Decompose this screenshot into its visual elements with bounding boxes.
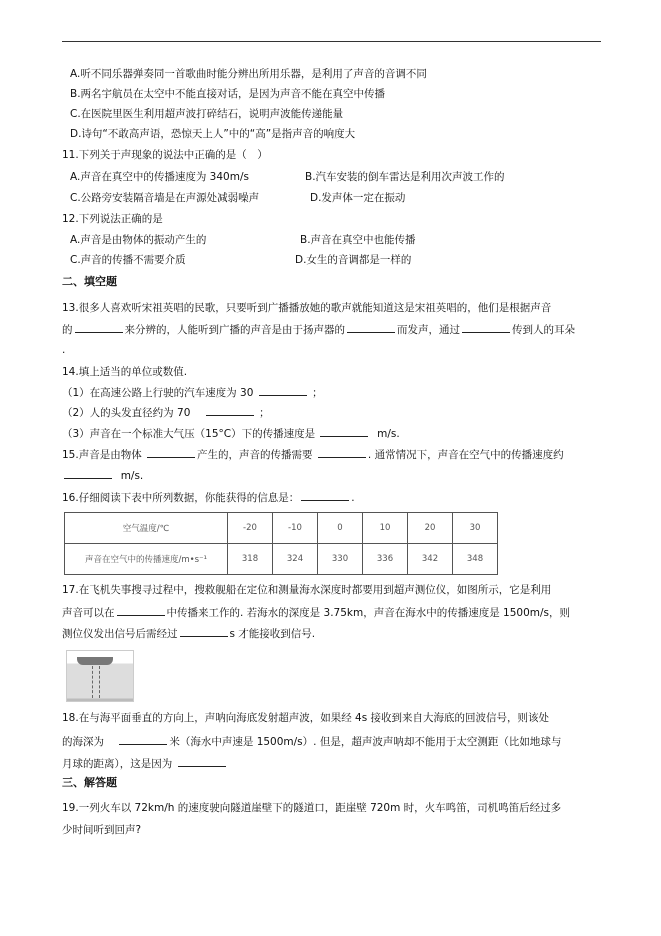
sound-speed-table — [64, 512, 498, 575]
q10-option-b: B.两名宇航员在太空中不能直接对话，是因为声音不能在真空中传播 — [70, 88, 386, 100]
table-cell: 336 — [363, 544, 408, 575]
text-span: 16.仔细阅读下表中所列数据，你能获得的信息是： — [62, 492, 300, 504]
sonar-beam-icon — [92, 666, 100, 698]
text-span: 的海深为 — [62, 736, 104, 748]
table-cell: 330 — [318, 544, 363, 575]
answer-blank[interactable] — [178, 756, 226, 767]
q17-line2 — [62, 605, 570, 620]
answer-blank[interactable] — [347, 322, 395, 333]
q12-stem: 12.下列说法正确的是 — [62, 213, 163, 225]
q14-stem: 14.填上适当的单位或数值. — [62, 366, 188, 378]
q18-line3 — [62, 756, 228, 771]
text-span: ； — [259, 407, 270, 419]
text-span: （2）人的头发直径约为 70 — [62, 407, 191, 419]
answer-blank[interactable] — [64, 468, 112, 479]
q11-option-c: C.公路旁安装隔音墙是在声源处减弱噪声 — [70, 192, 260, 204]
q15-line2 — [62, 468, 143, 483]
table-cell: 342 — [408, 544, 453, 575]
answer-blank[interactable] — [259, 385, 307, 396]
q14-sub3 — [62, 426, 400, 441]
q14-sub2 — [62, 405, 270, 420]
table-cell: 0 — [318, 513, 363, 544]
text-span: 而发声，通过 — [397, 324, 460, 336]
text-span: （1）在高速公路上行驶的汽车速度为 30 — [62, 387, 254, 399]
table-row — [65, 544, 498, 575]
answer-blank[interactable] — [147, 447, 195, 458]
ship-icon — [77, 657, 113, 665]
table-row — [65, 513, 498, 544]
q18-line2 — [62, 734, 561, 749]
q11-stem: 11.下列关于声现象的说法中正确的是（ ） — [62, 149, 268, 161]
header-rule — [62, 41, 601, 42]
answer-blank[interactable] — [75, 322, 123, 333]
q13-line1: 13.很多人喜欢听宋祖英唱的民歌，只要听到广播播放她的歌声就能知道这是宋祖英唱的，他们是根据声音 — [62, 302, 552, 314]
text-span: 产生的，声音的传播需要 — [197, 449, 313, 461]
q13-line2 — [62, 322, 575, 337]
text-span: . — [351, 492, 355, 504]
q16-stem — [62, 490, 355, 505]
sonar-ship-figure — [66, 650, 134, 702]
table-cell: 30 — [453, 513, 498, 544]
q11-option-d: D.发声体一定在振动 — [310, 192, 406, 204]
table-cell: 声音在空气中的传播速度/m•s⁻¹ — [65, 544, 228, 575]
q19-line1: 19.一列火车以 72km/h 的速度驶向隧道崖壁下的隧道口，距崖壁 720m 时，火车鸣笛，司机鸣笛后经过多 — [62, 802, 562, 814]
q10-option-a: A.听不同乐器弹奏同一首歌曲时能分辨出所用乐器，是利用了声音的音调不同 — [70, 68, 427, 80]
text-span: 的 — [62, 324, 73, 336]
q11-option-b: B.汽车安装的倒车雷达是利用次声波工作的 — [305, 171, 505, 183]
text-span: 来分辨的，人能听到广播的声音是由于扬声器的 — [124, 324, 345, 336]
q12-option-c: C.声音的传播不需要介质 — [70, 254, 186, 266]
q15-line1 — [62, 447, 564, 462]
q12-option-d: D.女生的音调都是一样的 — [295, 254, 412, 266]
text-span: m/s. — [120, 470, 144, 482]
text-span: 15.声音是由物体 — [62, 449, 142, 461]
q13-end: . — [62, 344, 66, 356]
text-span: 声音可以在 — [62, 607, 115, 619]
table-cell: 324 — [273, 544, 318, 575]
table-cell: 318 — [228, 544, 273, 575]
text-span: ； — [312, 387, 323, 399]
section-heading-answer: 三、解答题 — [62, 776, 117, 789]
answer-blank[interactable] — [117, 605, 165, 616]
q17-line1: 17.在飞机失事搜寻过程中，搜救舰船在定位和测量海水深度时都要用到超声测位仪，如图所示，它是利用 — [62, 584, 552, 596]
answer-blank[interactable] — [318, 447, 366, 458]
q14-sub1 — [62, 385, 323, 400]
table-cell: 20 — [408, 513, 453, 544]
q18-line1: 18.在与海平面垂直的方向上，声呐向海底发射超声波，如果经 4s 接收到来自大海底的回波信号，则该处 — [62, 712, 550, 724]
text-span: 传到人的耳朵 — [512, 324, 575, 336]
table-cell: 10 — [363, 513, 408, 544]
q11-option-a: A.声音在真空中的传播速度为 340m/s — [70, 171, 249, 183]
q10-option-c: C.在医院里医生利用超声波打碎结石，说明声波能传递能量 — [70, 108, 344, 120]
answer-blank[interactable] — [462, 322, 510, 333]
q17-line3 — [62, 626, 315, 641]
q10-option-d: D.诗句“不敢高声语，恐惊天上人”中的“高”是指声音的响度大 — [70, 128, 356, 140]
text-span: （3）声音在一个标准大气压（15°C）下的传播速度是 — [62, 428, 316, 440]
text-span: 米（海水中声速是 1500m/s）. 但是，超声波声呐却不能用于太空测距（比如地球与 — [169, 736, 562, 748]
table-cell: -10 — [273, 513, 318, 544]
table-cell: 空气温度/℃ — [65, 513, 228, 544]
text-span: 测位仪发出信号后需经过 — [62, 628, 178, 640]
section-heading-fill-blank: 二、填空题 — [62, 275, 117, 288]
text-span: 月球的距离），这是因为 — [62, 758, 173, 770]
answer-blank[interactable] — [119, 734, 167, 745]
answer-blank[interactable] — [206, 405, 254, 416]
table-cell: 348 — [453, 544, 498, 575]
text-span: . 通常情况下，声音在空气中的传播速度约 — [367, 449, 564, 461]
text-span: s 才能接收到信号. — [229, 628, 316, 640]
answer-blank[interactable] — [180, 626, 228, 637]
q19-line2: 少时间听到回声? — [62, 824, 142, 836]
q12-option-a: A.声音是由物体的振动产生的 — [70, 234, 207, 246]
answer-blank[interactable] — [320, 426, 368, 437]
text-span: m/s. — [377, 428, 400, 440]
answer-blank[interactable] — [301, 490, 349, 501]
table-cell: -20 — [228, 513, 273, 544]
q12-option-b: B.声音在真空中也能传播 — [300, 234, 416, 246]
text-span: 中传播来工作的. 若海水的深度是 3.75km，声音在海水中的传播速度是 1500m/s，则 — [166, 607, 570, 619]
